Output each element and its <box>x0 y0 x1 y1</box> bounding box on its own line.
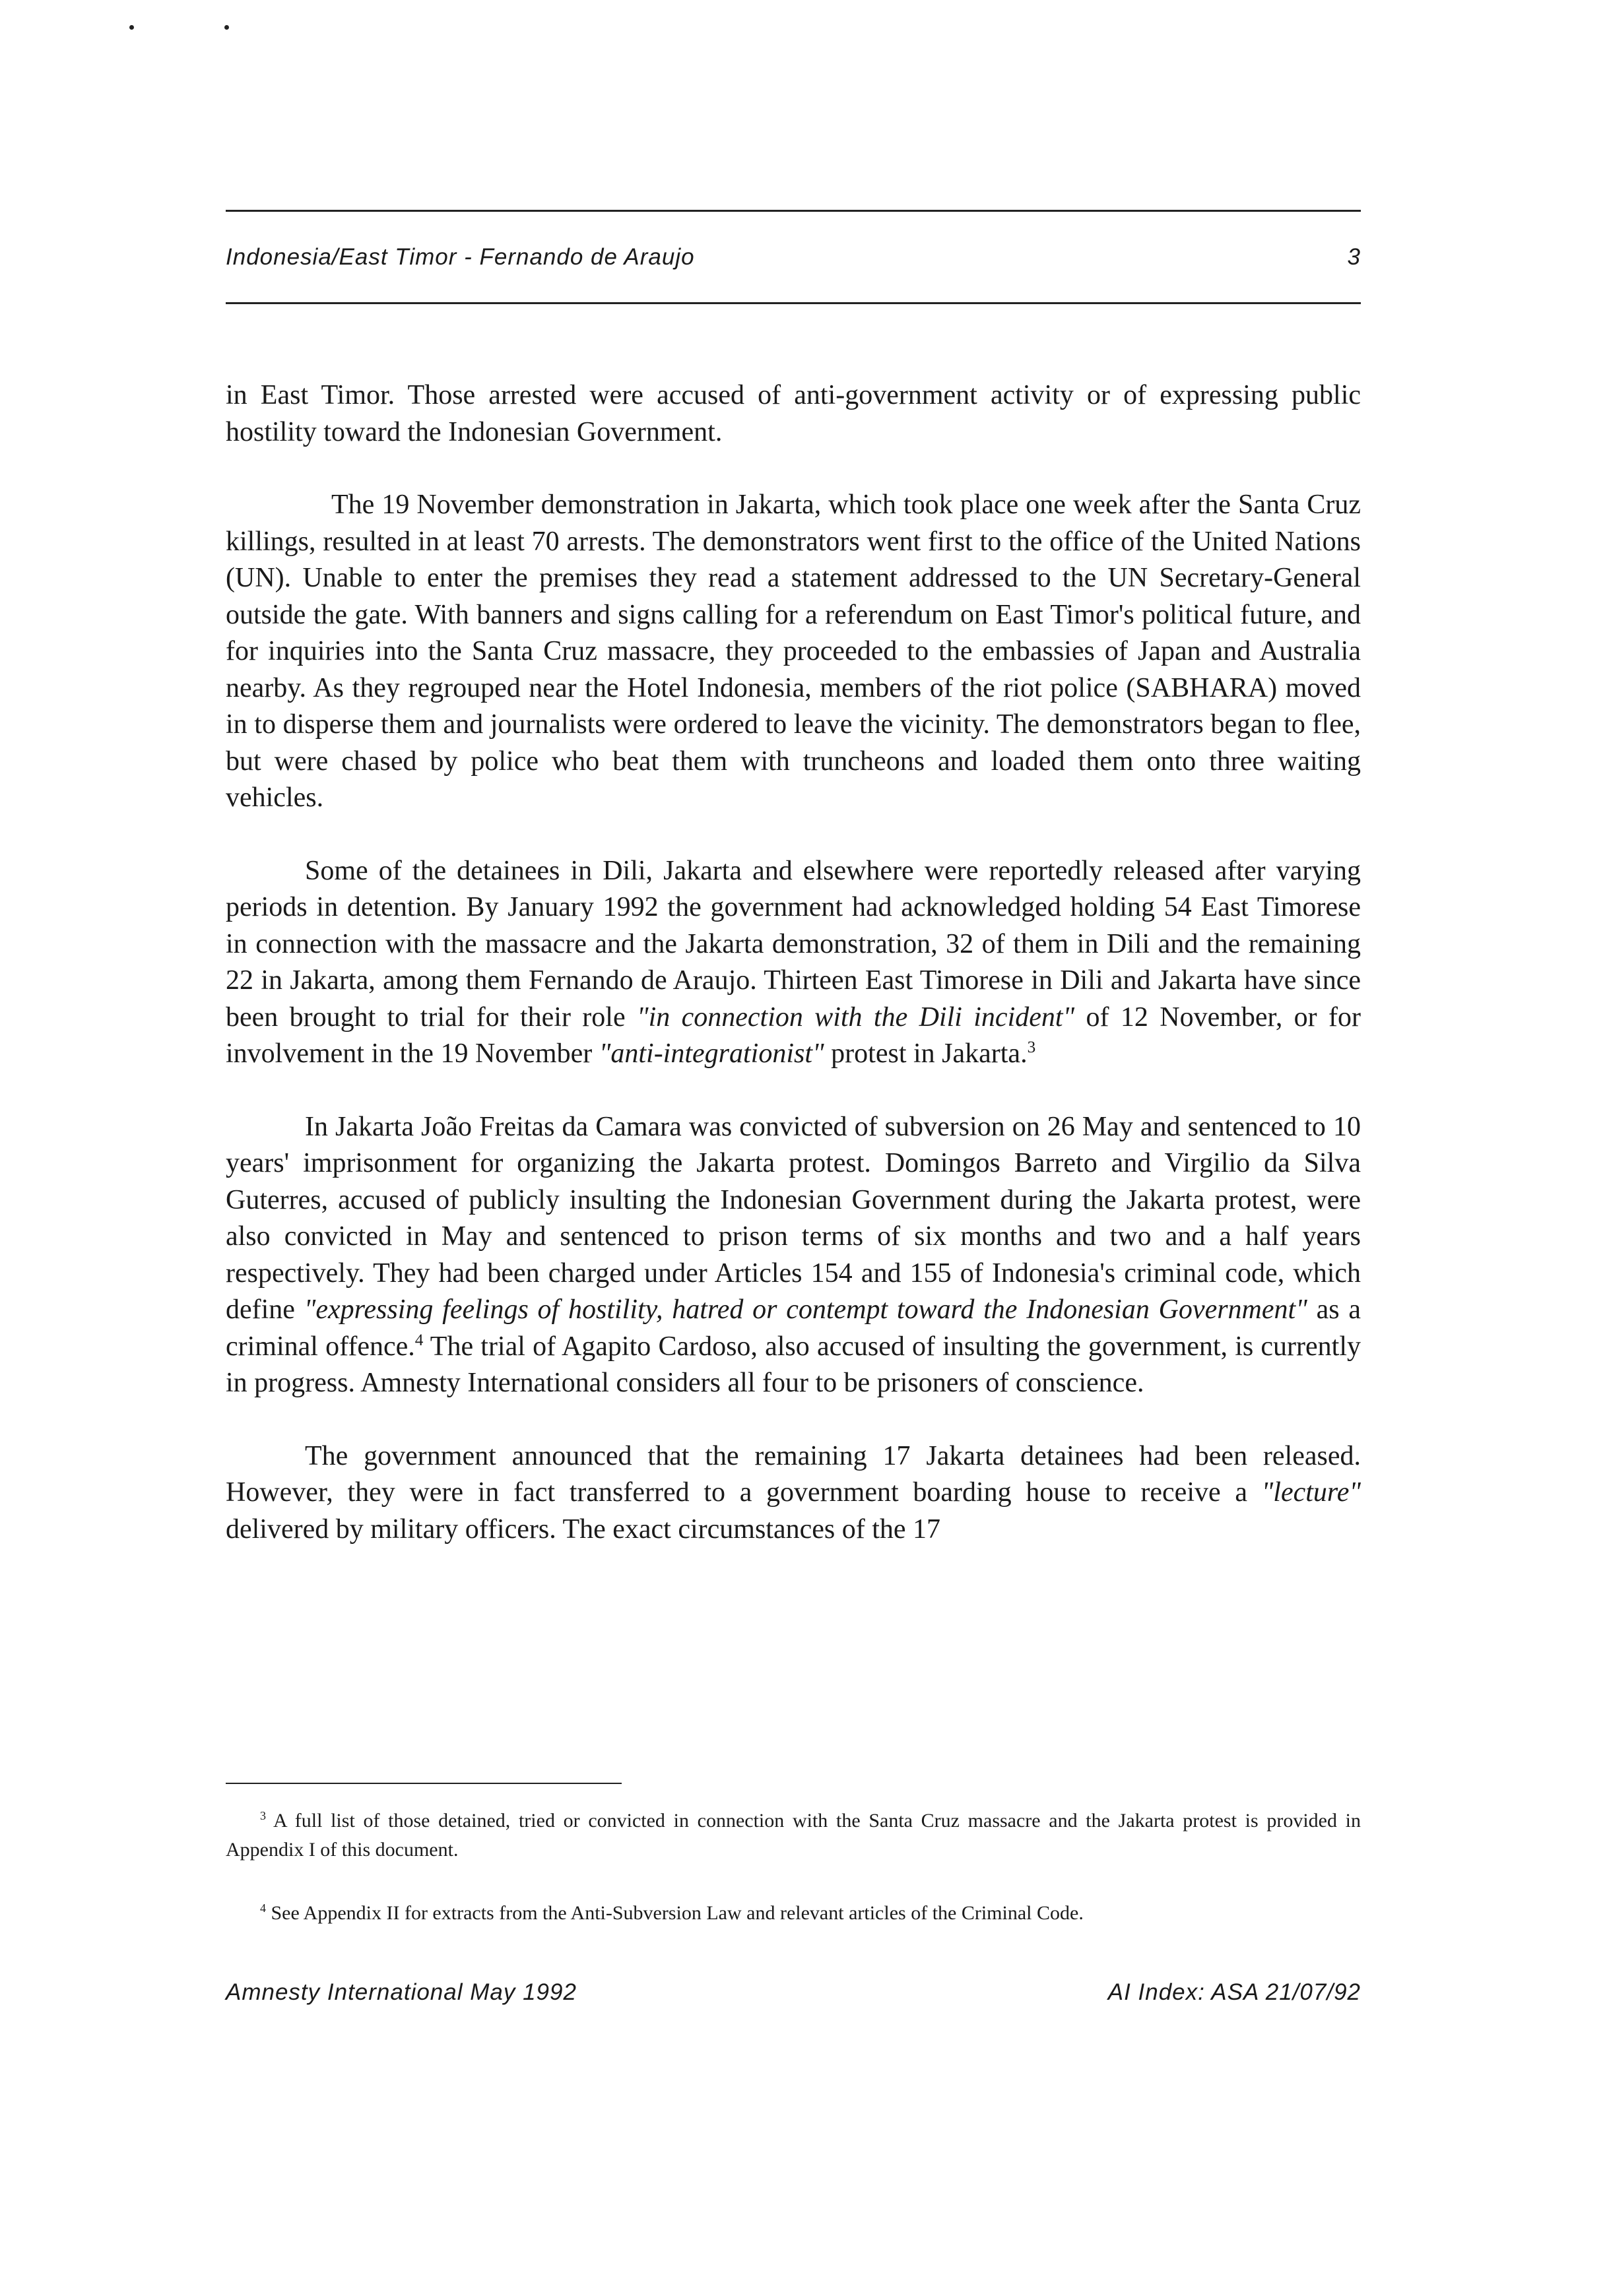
footnote-ref-4[interactable]: 4 <box>414 1331 424 1349</box>
paragraph-5 <box>226 1438 1361 1548</box>
footnote-text: See Appendix II for extracts from the Anti-Subversion Law and relevant articles of the Criminal Code. <box>271 1902 1084 1924</box>
quote-anti-integrationist: "anti-integrationist" <box>599 1038 824 1069</box>
footnote-number: 4 <box>260 1901 266 1915</box>
paragraph-3-text-c: protest in Jakarta. <box>824 1038 1028 1069</box>
footnote-text: A full list of those detained, tried or convicted in connection with the Santa Cruz massacre and the Jakarta protest is provided in Appendix I of this document. <box>226 1810 1361 1861</box>
header-bottom-rule <box>226 302 1361 304</box>
paragraph-4 <box>226 1109 1361 1402</box>
paragraph-1: in East Timor. Those arrested were accused of anti-government activity or of expressing public hostility toward the Indonesian Government. <box>226 380 1361 447</box>
paragraph-3-text-b: of 12 November, or for involvement in the 19 November <box>226 1002 1361 1069</box>
paragraph-4-text-a: In Jakarta João Freitas da Camara was convicted of subversion on 26 May and sentenced to 10 years' imprisonment for organizing the Jakarta protest. Domingos Barreto and Virgilio da Silva Guterres, accused of publicly insulting the Indonesian Government during the Jakarta protest, were also convicted in May and sentenced to prison terms of six months and two and a half years respectively. They had been charged under Articles 154 and 155 of Indonesia's criminal code, which define <box>226 1111 1361 1325</box>
paragraph-3-text-a: Some of the detainees in Dili, Jakarta and elsewhere were reportedly released after varying periods in detention. By January 1992 the government had acknowledged holding 54 East Timorese in connection with the massacre and the Jakarta demonstration, 32 of them in Dili and the remaining 22 in Jakarta, among them Fernando de Araujo. Thirteen East Timorese in Dili and Jakarta have since been brought to trial for their role <box>226 855 1361 1033</box>
paragraph-4-text-c: The trial of Agapito Cardoso, also accused of insulting the government, is currently in progress. Amnesty International considers all four to be prisoners of conscience. <box>226 1331 1361 1398</box>
footnote-4 <box>226 1899 1361 1928</box>
paragraph-2: The 19 November demonstration in Jakarta, which took place one week after the Santa Cruz killings, resulted in at least 70 arrests. The demonstrators went first to the office of the United Nations (UN). Unable to enter the premises they read a statement addressed to the UN Secretary-General outside the gate. With banners and signs calling for a referendum on East Timor's political future, and for inquiries into the Santa Cruz massacre, they proceeded to the embassies of Japan and Australia nearby. As they regrouped near the Hotel Indonesia, members of the riot police (SABHARA) moved in to disperse them and journalists were ordered to leave the vicinity. The demonstrators began to flee, but were chased by police who beat them with truncheons and loaded them onto three waiting vehicles. <box>226 490 1361 813</box>
footnote-separator <box>226 1783 622 1784</box>
paragraph-4-text-b: as a criminal offence. <box>226 1294 1361 1362</box>
running-head <box>226 244 1361 271</box>
footnote-3 <box>226 1806 1361 1865</box>
scan-speck <box>129 25 134 30</box>
footnote-number: 3 <box>260 1809 266 1822</box>
quote-expressing-feelings: "expressing feelings of hostility, hatred or contempt toward the Indonesian Government" <box>304 1294 1307 1325</box>
quote-dili-incident: "in connection with the Dili incident" <box>636 1002 1075 1033</box>
footnote-ref-3[interactable]: 3 <box>1027 1038 1036 1056</box>
scan-speck <box>224 25 229 30</box>
running-head-title: Indonesia/East Timor - Fernando de Araujo <box>226 244 695 270</box>
page-number: 3 <box>1347 244 1361 270</box>
page-footer <box>226 1979 1361 2006</box>
paragraph-5-text-b: delivered by military officers. The exact circumstances of the 17 <box>226 1514 941 1545</box>
quote-lecture: "lecture" <box>1261 1477 1361 1508</box>
footer-publisher: Amnesty International May 1992 <box>226 1979 577 2005</box>
paragraph-3 <box>226 853 1361 1073</box>
footer-index: AI Index: ASA 21/07/92 <box>1107 1979 1361 2005</box>
header-top-rule <box>226 210 1361 212</box>
body-text <box>226 377 1361 1584</box>
paragraph-5-text-a: The government announced that the remaining 17 Jakarta detainees had been released. However, they were in fact transferred to a government boarding house to receive a <box>226 1440 1361 1508</box>
